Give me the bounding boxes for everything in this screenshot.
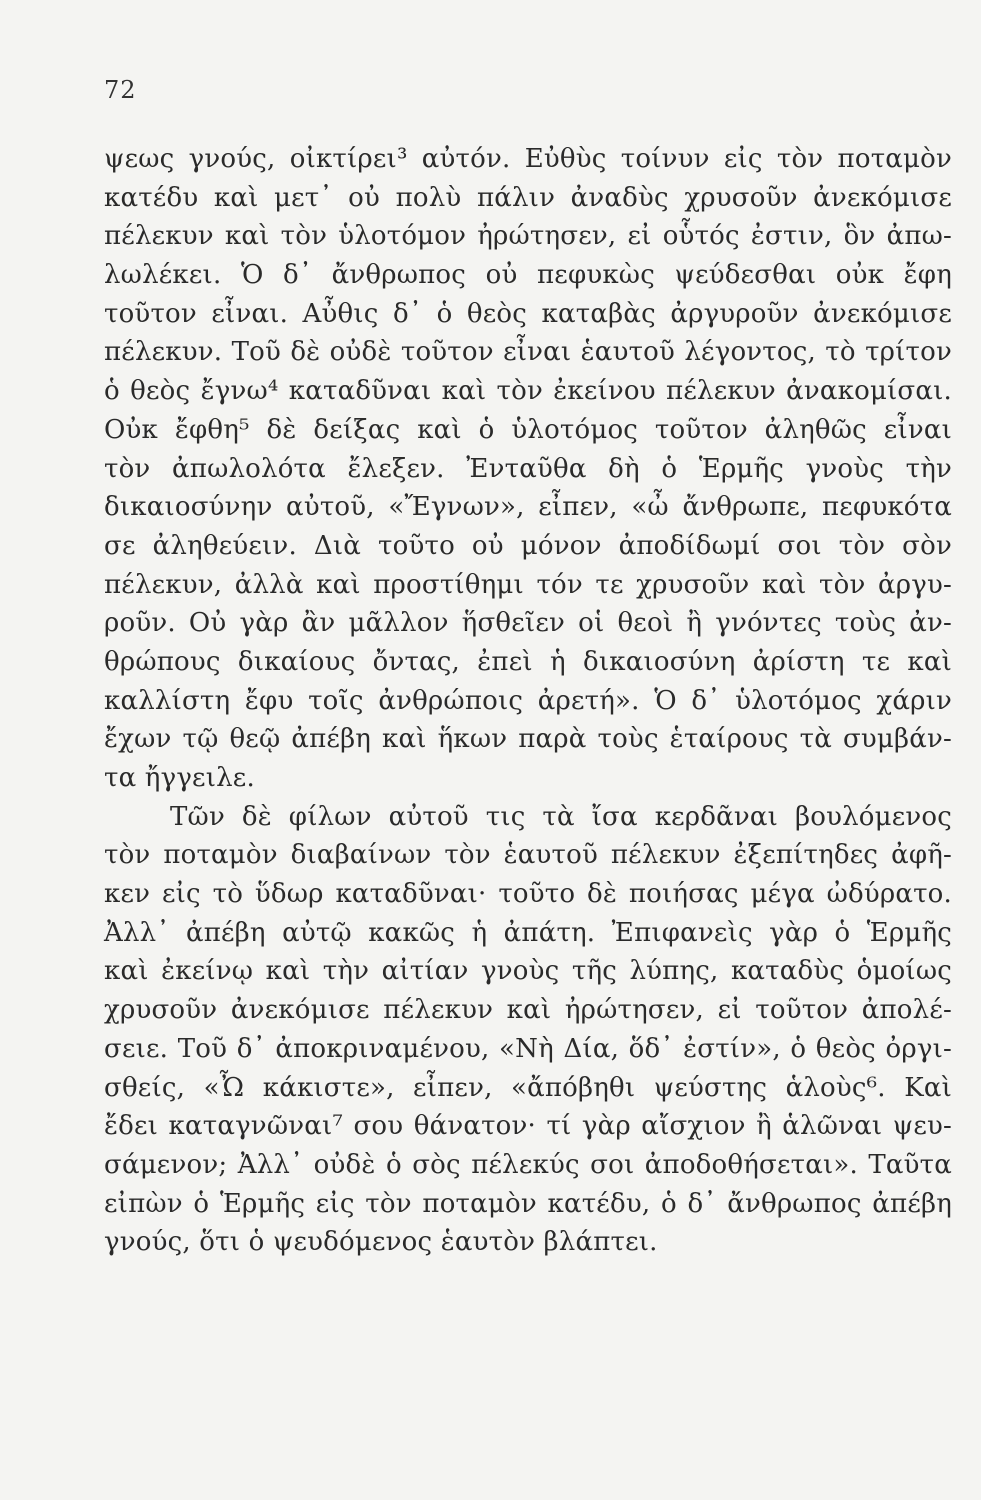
text-line: γνούς, ὅτι ὁ ψευδόμενος ἑαυτὸν βλάπτει. bbox=[104, 1227, 658, 1258]
text-line: σε ἀληθεύειν. Διὰ τοῦτο οὐ μόνον ἀποδίδωμί σοι τὸν σὸν bbox=[104, 530, 952, 561]
text-line: τα ἤγγειλε. bbox=[104, 763, 255, 793]
text-line: Ἀλλ᾿ ἀπέβη αὐτῷ κακῶς ἡ ἀπάτη. Ἐπιφανεὶς γὰρ ὁ Ἑρμῆς bbox=[104, 917, 952, 948]
text-line: τοῦτον εἶναι. Αὖθις δ᾿ ὁ θεὸς καταβὰς ἀργυροῦν ἀνεκόμισε bbox=[104, 298, 952, 329]
text-line: κατέδυ καὶ μετ᾿ οὐ πολὺ πάλιν ἀναδὺς χρυσοῦν ἀνεκόμισε bbox=[104, 182, 952, 213]
text-line: Οὐκ ἔφθη⁵ δὲ δείξας καὶ ὁ ὑλοτόμος τοῦτον ἀληθῶς εἶναι bbox=[104, 414, 952, 445]
text-line: ἔδει καταγνῶναι⁷ σου θάνατον· τί γὰρ αἴσχιον ἢ ἁλῶναι ψευ- bbox=[104, 1111, 952, 1142]
text-line: πέλεκυν καὶ τὸν ὑλοτόμον ἠρώτησεν, εἰ οὗτός ἐστιν, ὃν ἀπω- bbox=[104, 221, 952, 252]
text-line: λωλέκει. Ὁ δ᾿ ἄνθρωπος οὐ πεφυκὼς ψεύδεσθαι οὐκ ἔφη bbox=[104, 260, 952, 291]
text-line: πέλεκυν. Τοῦ δὲ οὐδὲ τοῦτον εἶναι ἑαυτοῦ λέγοντος, τὸ τρίτον bbox=[104, 337, 952, 368]
text-line: κεν εἰς τὸ ὕδωρ καταδῦναι· τοῦτο δὲ ποιήσας μέγα ὠδύρατο. bbox=[104, 879, 952, 910]
text-line: σθείς, «Ὦ κάκιστε», εἶπεν, «ἄπόβηθι ψεύστης ἁλοὺς⁶. Καὶ bbox=[104, 1072, 952, 1103]
text-line: καλλίστη ἔφυ τοῖς ἀνθρώποις ἀρετή». Ὁ δ᾿ ὑλοτόμος χάριν bbox=[104, 685, 952, 716]
paragraph-2 bbox=[104, 798, 952, 1262]
page-number: 72 bbox=[104, 76, 137, 104]
text-line: ψεως γνούς, οἰκτίρει³ αὐτόν. Εὐθὺς τοίνυν εἰς τὸν ποταμὸν bbox=[104, 144, 952, 174]
text-line: τὸν ποταμὸν διαβαίνων τὸν ἑαυτοῦ πέλεκυν ἐξεπίτηδες ἀφῆ- bbox=[104, 840, 952, 871]
text-line: δικαιοσύνην αὐτοῦ, «Ἔγνων», εἶπεν, «ὦ ἄνθρωπε, πεφυκότα bbox=[104, 492, 952, 523]
text-line: εἰπὼν ὁ Ἑρμῆς εἰς τὸν ποταμὸν κατέδυ, ὁ δ᾿ ἄνθρωπος ἀπέβη bbox=[104, 1188, 952, 1219]
text-line: θρώπους δικαίους ὄντας, ἐπεὶ ἡ δικαιοσύνη ἀρίστη τε καὶ bbox=[104, 646, 952, 677]
text-line: ὁ θεὸς ἔγνω⁴ καταδῦναι καὶ τὸν ἐκείνου πέλεκυν ἀνακομίσαι. bbox=[104, 376, 952, 407]
text-line: Τῶν δὲ φίλων αὐτοῦ τις τὰ ἴσα κερδᾶναι βουλόμενος bbox=[170, 801, 952, 832]
text-line: χρυσοῦν ἀνεκόμισε πέλεκυν καὶ ἠρώτησεν, εἰ τοῦτον ἀπολέ- bbox=[104, 995, 952, 1026]
text-line: καὶ ἐκείνῳ καὶ τὴν αἰτίαν γνοὺς τῆς λύπης, καταδὺς ὁμοίως bbox=[104, 956, 952, 987]
text-line: πέλεκυν, ἀλλὰ καὶ προστίθημι τόν τε χρυσοῦν καὶ τὸν ἀργυ- bbox=[104, 569, 952, 600]
text-line: ἔχων τῷ θεῷ ἀπέβη καὶ ἥκων παρὰ τοὺς ἑταίρους τὰ συμβάν- bbox=[104, 724, 952, 755]
text-line: σάμενον; Ἀλλ᾿ οὐδὲ ὁ σὸς πέλεκύς σοι ἀποδοθήσεται». Ταῦτα bbox=[104, 1149, 952, 1180]
text-line: ροῦν. Οὐ γὰρ ἂν μᾶλλον ἥσθεῖεν οἱ θεοὶ ἢ γνόντες τοὺς ἀν- bbox=[104, 608, 952, 639]
text-line: τὸν ἀπωλολότα ἔλεξεν. Ἐνταῦθα δὴ ὁ Ἑρμῆς γνοὺς τὴν bbox=[104, 453, 952, 484]
text-line: σειε. Τοῦ δ᾿ ἀποκριναμένου, «Νὴ Δία, ὅδ᾿ ἐστίν», ὁ θεὸς ὀργι- bbox=[104, 1033, 952, 1064]
body-text bbox=[104, 140, 952, 1262]
paragraph-1 bbox=[104, 140, 952, 798]
